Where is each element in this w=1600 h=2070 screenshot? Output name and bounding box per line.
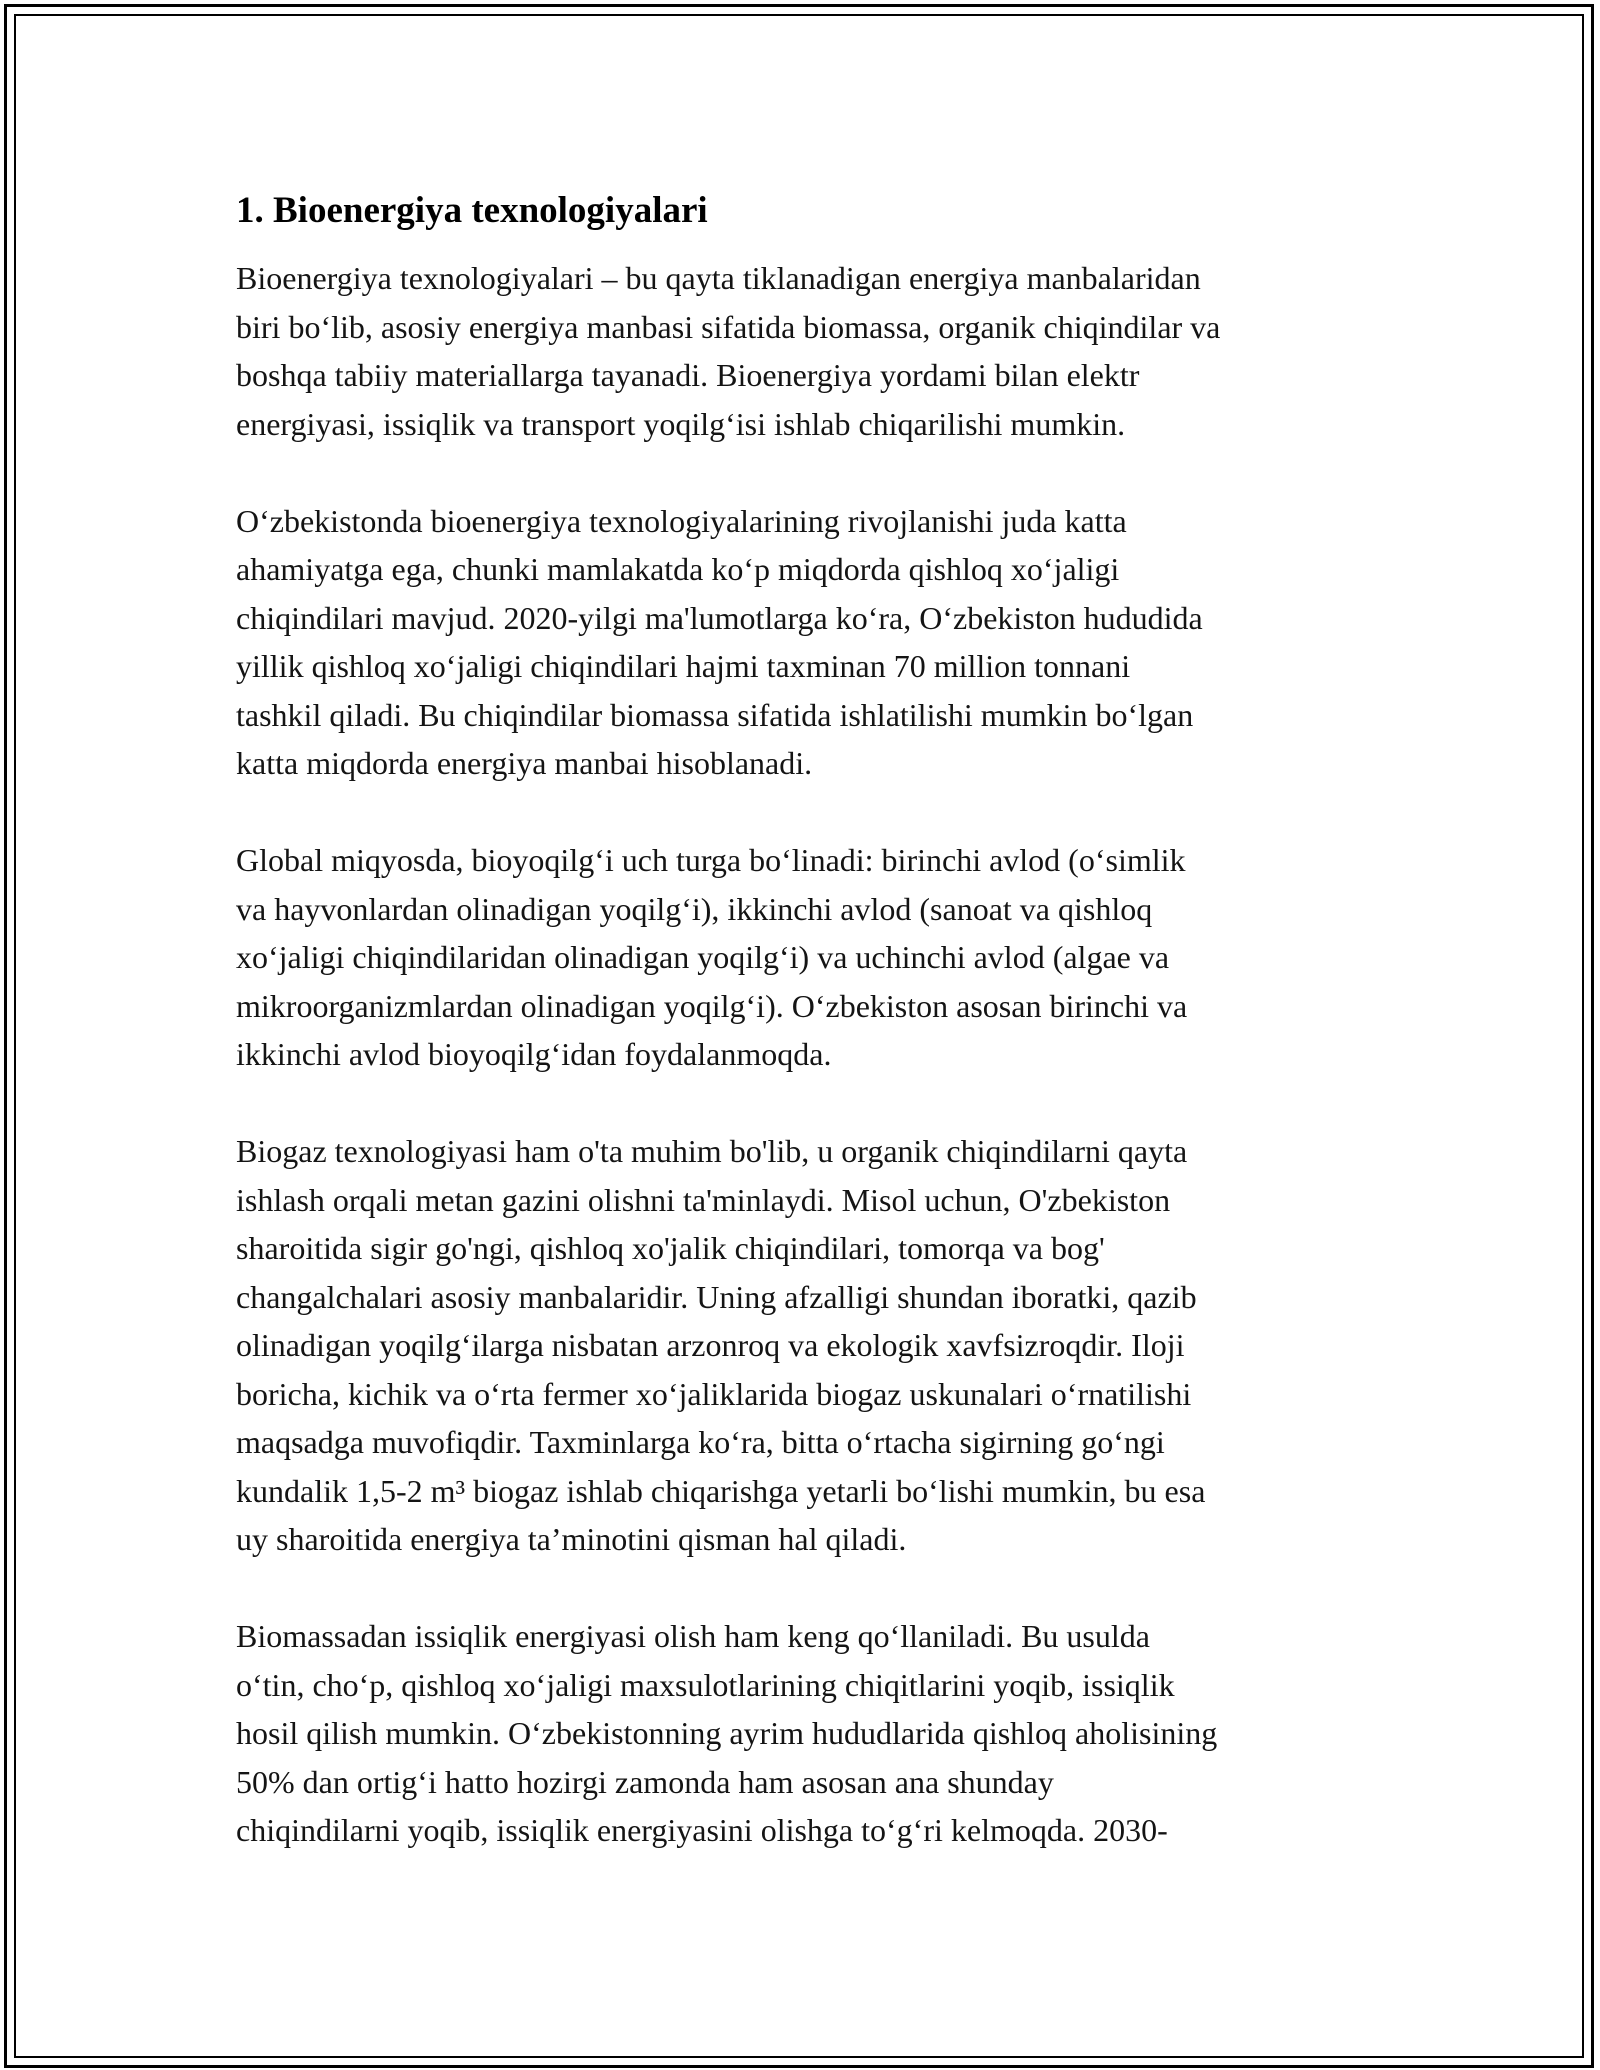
- text-line: o‘tin, cho‘p, qishloq xo‘jaligi maxsulotlarining chiqitlarini yoqib, issiqlik: [236, 1666, 1175, 1703]
- text-line: chiqindilarni yoqib, issiqlik energiyasini olishga to‘g‘ri kelmoqda. 2030-: [236, 1812, 1168, 1848]
- text-line: energiyasi, issiqlik va transport yoqilg‘isi ishlab chiqarilishi mumkin.: [236, 405, 1126, 442]
- paragraph-biomass-heat: [236, 1612, 1376, 1855]
- text-line: boshqa tabiiy materiallarga tayanadi. Bioenergiya yordami bilan elektr: [236, 357, 1140, 393]
- text-line: maqsadga muvofiqdir. Taxminlarga ko‘ra, bitta o‘rtacha sigirning go‘ngi: [236, 1424, 1165, 1460]
- text-line: 50% dan ortig‘i hatto hozirgi zamonda ham asosan ana shunday: [236, 1763, 1054, 1800]
- text-line: katta miqdorda energiya manbai hisoblanadi.: [236, 745, 813, 781]
- text-line: va hayvonlardan olinadigan yoqilg‘i), ikkinchi avlod (sanoat va qishloq: [236, 890, 1153, 927]
- document-body: [236, 186, 1376, 1903]
- text-line: uy sharoitida energiya ta’minotini qisman hal qiladi.: [236, 1521, 907, 1557]
- text-line: xo‘jaligi chiqindilaridan olinadigan yoqilg‘i) va uchinchi avlod (algae va: [236, 939, 1170, 975]
- text-line: biri bo‘lib, asosiy energiya manbasi sifatida biomassa, organik chiqindilar va: [236, 308, 1221, 345]
- text-line: ishlash orqali metan gazini olishni ta'minlaydi. Misol uchun, O'zbekiston: [236, 1181, 1171, 1218]
- text-line: chiqindilari mavjud. 2020-yilgi ma'lumotlarga ko‘ra, O‘zbekiston hududida: [236, 599, 1203, 636]
- paragraph-biogas: [236, 1127, 1376, 1564]
- text-line: mikroorganizmlardan olinadigan yoqilg‘i). O‘zbekiston asosan birinchi va: [236, 987, 1188, 1024]
- text-line: Global miqyosda, bioyoqilg‘i uch turga bo‘linadi: birinchi avlod (o‘simlik: [236, 842, 1186, 878]
- text-line: olinadigan yoqilg‘ilarga nisbatan arzonroq va ekologik xavfsizroqdir. Iloji: [236, 1327, 1185, 1363]
- text-line: ikkinchi avlod bioyoqilg‘idan foydalanmoqda.: [236, 1036, 832, 1072]
- text-line: Biogaz texnologiyasi ham o'ta muhim bo'lib, u organik chiqindilarni qayta: [236, 1133, 1188, 1169]
- text-line: Bioenergiya texnologiyalari – bu qayta tiklanadigan energiya manbalaridan: [236, 260, 1201, 296]
- paragraph-intro: [236, 254, 1376, 448]
- text-line: sharoitida sigir go'ngi, qishloq xo'jalik chiqindilari, tomorqa va bog': [236, 1230, 1105, 1266]
- paragraph-uzbekistan: [236, 497, 1376, 788]
- text-line: O‘zbekistonda bioenergiya texnologiyalarining rivojlanishi juda katta: [236, 502, 1127, 539]
- text-line: yillik qishloq xo‘jaligi chiqindilari hajmi taxminan 70 million tonnani: [236, 648, 1131, 684]
- text-line: tashkil qiladi. Bu chiqindilar biomassa sifatida ishlatilishi mumkin bo‘lgan: [236, 696, 1194, 733]
- text-line: kundalik 1,5-2 m³ biogaz ishlab chiqarishga yetarli bo‘lishi mumkin, bu esa: [236, 1472, 1206, 1509]
- text-line: hosil qilish mumkin. O‘zbekistonning ayrim hududlarida qishloq aholisining: [236, 1715, 1218, 1751]
- text-line: boricha, kichik va o‘rta fermer xo‘jaliklarida biogaz uskunalari o‘rnatilishi: [236, 1375, 1192, 1412]
- text-line: changalchalari asosiy manbalaridir. Uning afzalligi shundan iboratki, qazib: [236, 1278, 1197, 1315]
- paragraph-global: [236, 836, 1376, 1079]
- section-heading: 1. Bioenergiya texnologiyalari: [236, 190, 708, 231]
- text-line: ahamiyatga ega, chunki mamlakatda ko‘p miqdorda qishloq xo‘jaligi: [236, 551, 1120, 587]
- text-line: Biomassadan issiqlik energiyasi olish ham keng qo‘llaniladi. Bu usulda: [236, 1618, 1150, 1654]
